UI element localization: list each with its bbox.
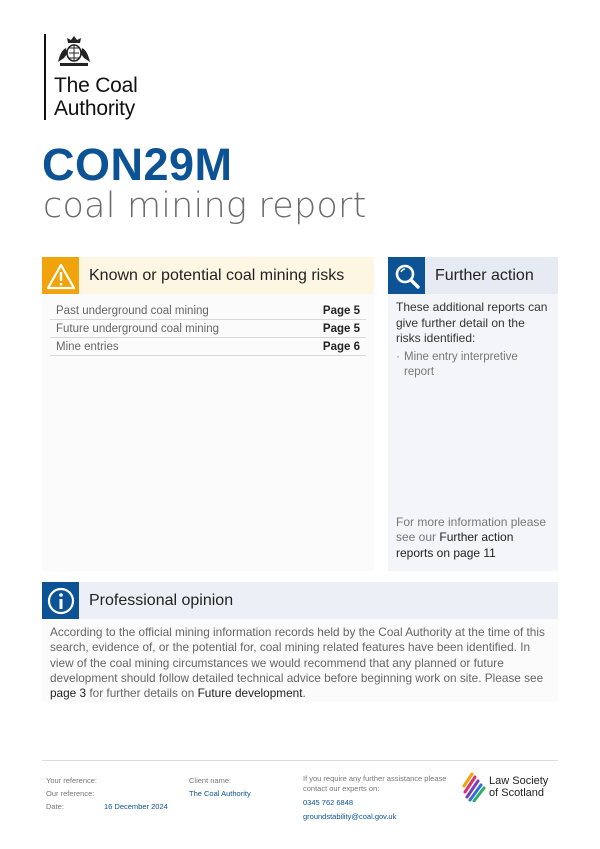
warning-icon — [42, 257, 79, 294]
risks-panel — [42, 257, 374, 571]
footer-contact — [303, 774, 453, 822]
royal-crest-icon — [54, 34, 94, 68]
opinion-body: According to the official mining information records held by the Coal Authority at the time of this search, evidence of, or the potential for, coal mining related features have been identified. In view of the coal mining circumstances we would recommend that any planned or future development should follow detailed technical advice before beginning work on site. Please see — [50, 625, 545, 685]
law-society-mark-icon — [462, 772, 486, 802]
risk-name: Future underground coal mining — [56, 322, 220, 335]
further-action-panel — [388, 257, 558, 571]
further-action-footnote — [396, 515, 552, 562]
assist-text: If you require any further assistance please contact our experts on: — [303, 774, 447, 793]
logo-line-2: Authority — [54, 97, 136, 120]
bullet-icon: · — [396, 350, 400, 363]
risk-list — [50, 302, 366, 356]
date-value: 16 December 2024 — [104, 802, 168, 811]
risks-heading: Known or potential coal mining risks — [89, 266, 345, 284]
opinion-header — [42, 582, 558, 619]
report-subtitle: coal mining report — [43, 186, 367, 226]
client-value: The Coal Authority — [189, 789, 251, 798]
opinion-middle: for further details on — [89, 686, 195, 701]
opinion-end: . — [302, 686, 306, 701]
phone-link[interactable]: 0345 762 6848 — [303, 798, 354, 807]
client-label: Client name: — [189, 776, 232, 785]
further-action-header — [388, 257, 558, 294]
professional-opinion-panel — [42, 582, 558, 702]
partner-line-1: Law Society — [489, 775, 549, 787]
email-link[interactable]: groundstability@coal.gov.uk — [303, 812, 397, 821]
further-action-intro: These additional reports can give further detail on the risks identified: — [396, 300, 548, 345]
page-3-link[interactable]: page 3 — [50, 686, 87, 701]
further-action-item: Mine entry interpretive report — [404, 350, 518, 378]
footer-client — [189, 774, 251, 800]
risk-page-link[interactable]: Page 5 — [322, 322, 360, 335]
further-action-list — [396, 350, 550, 380]
info-icon — [42, 582, 79, 619]
footer-references — [46, 774, 168, 813]
logo-divider — [44, 34, 46, 120]
list-item — [396, 350, 550, 380]
logo-line-1: The Coal — [54, 74, 138, 97]
risk-name: Mine entries — [56, 340, 119, 353]
further-action-heading: Further action — [435, 266, 534, 284]
risk-row[interactable] — [50, 320, 366, 338]
law-society-logo — [462, 772, 548, 802]
risks-header — [42, 257, 374, 294]
further-more-text: For more information please see our — [396, 514, 547, 544]
our-reference-label: Our reference: — [46, 789, 95, 798]
opinion-heading: Professional opinion — [89, 591, 234, 609]
report-title: CON29M — [42, 139, 233, 190]
further-action-reports-link[interactable]: Further action reports on page 11 — [396, 530, 514, 560]
risk-page-link[interactable]: Page 5 — [322, 304, 360, 317]
footer-divider — [42, 760, 558, 761]
date-label: Date: — [46, 802, 64, 811]
search-icon — [388, 257, 425, 294]
opinion-text — [42, 619, 558, 707]
risk-page-link[interactable]: Page 6 — [322, 340, 360, 353]
risk-name: Past underground coal mining — [56, 304, 209, 317]
future-development-link[interactable]: Future development — [197, 686, 303, 701]
coal-authority-logo — [44, 34, 138, 120]
risk-row[interactable] — [50, 302, 366, 320]
risk-row[interactable] — [50, 338, 366, 356]
your-reference-label: Your reference: — [46, 776, 98, 785]
partner-line-2: of Scotland — [489, 787, 545, 799]
